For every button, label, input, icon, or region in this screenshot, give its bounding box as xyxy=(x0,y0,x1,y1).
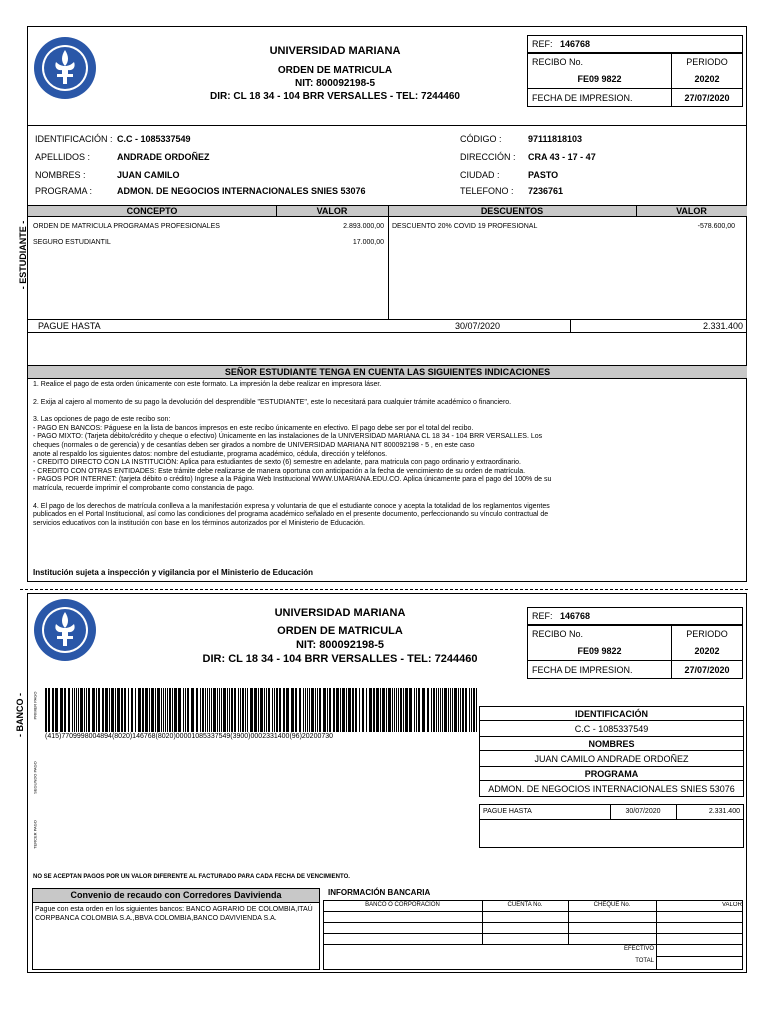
primer-pago-label: PRIMER PAGO xyxy=(32,691,38,720)
info-header-banco: BANCO O CORPORACION xyxy=(365,902,440,908)
pague-hasta-date: 30/07/2020 xyxy=(455,321,501,331)
ref-value: 146768 xyxy=(560,610,591,621)
bank-pague-hasta-label: PAGUE HASTA xyxy=(483,808,532,815)
total-amount: 2.331.400 xyxy=(702,321,743,331)
ref-label: REF: xyxy=(532,610,553,621)
bank-nombres-header: NOMBRES xyxy=(480,737,744,751)
bank-id-value: C.C - 1085337549 xyxy=(480,721,744,737)
instruction-line: - PAGO MIXTO: (Tarjeta débito/crédito y cheque o efectivo) Únicamente en las instalaciones de la UNIVERSIDAD MARIANA CL 18 34 - 104 BRR VERSALLES. Los xyxy=(33,433,543,441)
university-logo xyxy=(33,36,97,100)
receipt-box-bank xyxy=(527,607,743,679)
bank-pague-hasta-date: 30/07/2020 xyxy=(625,808,661,815)
document-title-bank: ORDEN DE MATRICULA xyxy=(277,625,403,637)
id-value: C.C - 1085337549 xyxy=(117,134,191,144)
convenio-title: Convenio de recaudo con Corredores Davivienda xyxy=(70,890,282,900)
info-header-valor: VALOR xyxy=(722,902,742,908)
barcode-text: (415)7709998004894(8020)146768(8020)00001085337549(3900)0002331400(96)20200730 xyxy=(45,733,334,740)
pague-hasta-label: PAGUE HASTA xyxy=(38,321,101,331)
bank-id-box xyxy=(479,706,744,797)
periodo-value: 20202 xyxy=(671,71,742,89)
ref-value: 146768 xyxy=(560,38,591,49)
nit-bank: NIT: 800092198-5 xyxy=(295,639,385,651)
valor-discount-header: VALOR xyxy=(676,206,707,216)
concepto-header: CONCEPTO xyxy=(126,206,178,216)
ref-label: REF: xyxy=(532,38,553,49)
nombres-value: JUAN CAMILO xyxy=(117,170,180,180)
bank-id-header: IDENTIFICACIÓN xyxy=(480,707,744,721)
direccion-label: DIRECCIÓN : xyxy=(460,152,516,162)
recibo-label: RECIBO No. xyxy=(528,625,672,643)
instructions-title: SEÑOR ESTUDIANTE TENGA EN CUENTA LAS SIGUIENTES INDICACIONES xyxy=(224,367,551,377)
instruction-line: servicios educativos con la institución con base en los términos autorizados por el Ministerio de Educación. xyxy=(33,519,365,527)
university-logo-bank xyxy=(33,598,97,662)
instruction-line: - CREDITO CON OTRAS ENTIDADES: Este trámite debe realizarse de manera oportuna con anticipación a la fecha de vencimiento de su orden de matrícula. xyxy=(33,467,526,475)
instruction-line: cheques (normales o de gerencia) y de cesantías deben ser girados a nombre de UNIVERSIDAD MARIANA NIT 800092198 - 5 , en este caso xyxy=(33,441,475,449)
bank-nombres-value: JUAN CAMILO ANDRADE ORDOÑEZ xyxy=(480,751,744,767)
discount-row-1: DESCUENTO 20% COVID 19 PROFESIONAL xyxy=(392,223,538,230)
payment-barcode xyxy=(45,688,477,732)
total-label: TOTAL xyxy=(635,958,654,964)
tercer-pago-label: TERCER PAGO xyxy=(32,820,38,849)
address: DIR: CL 18 34 - 104 BRR VERSALLES - TEL: 7244460 xyxy=(210,91,460,102)
codigo-label: CÓDIGO : xyxy=(460,134,502,144)
concept-value-2: 17.000,00 xyxy=(352,239,384,246)
fecha-label: FECHA DE IMPRESION. xyxy=(528,89,672,107)
instruction-line: 3. Las opciones de pago de este recibo son: xyxy=(33,416,171,424)
efectivo-label: EFECTIVO xyxy=(623,946,654,952)
recibo-label: RECIBO No. xyxy=(528,53,672,71)
segundo-pago-label: SEGUNDO PAGO xyxy=(32,761,38,794)
recibo-value: FE09 9822 xyxy=(528,71,672,89)
instruction-line: matrícula, recuerde imprimir el comprobante como constancia de pago. xyxy=(33,484,254,492)
valor-header: VALOR xyxy=(316,206,348,216)
codigo-value: 97111818103 xyxy=(528,134,583,144)
telefono-label: TELEFONO : xyxy=(460,186,514,196)
payment-warning: NO SE ACEPTAN PAGOS POR UN VALOR DIFERENTE AL FACTURADO PARA CADA FECHA DE VENCIMIENTO. xyxy=(33,874,350,880)
fecha-value: 27/07/2020 xyxy=(671,661,742,679)
periodo-value: 20202 xyxy=(671,643,742,661)
instruction-line: 4. El pago de los derechos de matrícula conlleva a la manifestación expresa y voluntaria de que el estudiante conoce y acepta la totalidad de los reglamentos vigentes xyxy=(33,502,550,510)
programa-value: ADMON. DE NEGOCIOS INTERNACIONALES SNIES 53076 xyxy=(117,186,366,196)
instruction-line: - PAGOS POR INTERNET: (tarjeta débito o crédito) Ingrese a la Página Web Institucional WWW.UMARIANA.EDU.CO. Aplica únicamente para el pago del 100% de su xyxy=(33,476,552,484)
apellidos-value: ANDRADE ORDOÑEZ xyxy=(117,152,210,162)
estudiante-side-label: - ESTUDIANTE - xyxy=(18,220,28,290)
telefono-value: 7236761 xyxy=(528,186,564,196)
instructions-body xyxy=(33,381,743,528)
address-bank: DIR: CL 18 34 - 104 BRR VERSALLES - TEL: 7244460 xyxy=(202,653,478,665)
programa-label: PROGRAMA : xyxy=(35,186,93,196)
concept-value-1: 2.893.000,00 xyxy=(343,223,384,230)
instruction-line: anote al respaldo los siguientes datos: nombre del estudiante, programa académico, cédula, dirección y teléfonos. xyxy=(33,450,388,458)
nombres-label: NOMBRES : xyxy=(35,170,86,180)
nit: NIT: 800092198-5 xyxy=(294,78,376,89)
cut-line xyxy=(20,589,748,590)
fleur-de-lis-seal-icon xyxy=(33,36,97,100)
instruction-line: - CREDITO DIRECTO CON LA INSTITUCIÓN: Aplica para estudiantes de sexto (6) semestre en adelante, para matricula con pago ordinario y extraordinario. xyxy=(33,459,522,467)
direccion-value: CRA 43 - 17 - 47 xyxy=(528,152,596,162)
periodo-label: PERIODO xyxy=(671,53,742,71)
instruction-line: - PAGO EN BANCOS: Páguese en la lista de bancos impresos en este recibo únicamente en efectivo. El pago debe ser por el total del recibo. xyxy=(33,424,474,432)
convenio-text: Pague con esta orden en los siguientes bancos: BANCO AGRARIO DE COLOMBIA,ITAÚ CORPBANCA COLOMBIA S.A.,BBVA COLOMBIA,BANCO DAVIVIENDA S.A. xyxy=(35,906,313,922)
divider xyxy=(27,125,747,126)
periodo-label: PERIODO xyxy=(671,625,742,643)
info-header-cheque: CHEQUE No. xyxy=(593,902,631,908)
inspection-note: Institución sujeta a inspección y vigilancia por el Ministerio de Educación xyxy=(33,568,314,577)
university-name: UNIVERSIDAD MARIANA xyxy=(269,45,401,57)
bank-total: 2.331.400 xyxy=(708,808,740,815)
recibo-value: FE09 9822 xyxy=(528,643,672,661)
instruction-line: 1. Realice el pago de esta orden únicamente con este formato. La impresión la debe realizar en impresora láser. xyxy=(33,381,382,388)
bank-programa-value: ADMON. DE NEGOCIOS INTERNACIONALES SNIES 53076 xyxy=(480,781,744,797)
discount-value-1: -578.600,00 xyxy=(697,223,735,230)
concept-row-2: SEGURO ESTUDIANTIL xyxy=(33,239,111,246)
info-header-cuenta: CUENTA No. xyxy=(507,902,543,908)
receipt-box xyxy=(527,35,743,107)
apellidos-label: APELLIDOS : xyxy=(35,152,91,162)
ciudad-label: CIUDAD : xyxy=(460,170,500,180)
fecha-label: FECHA DE IMPRESION. xyxy=(528,661,672,679)
descuentos-header: DESCUENTOS xyxy=(480,206,544,216)
info-bancaria-title: INFORMACIÓN BANCARIA xyxy=(328,888,431,897)
banco-side-label: - BANCO - xyxy=(15,693,25,737)
document-title: ORDEN DE MATRICULA xyxy=(277,65,393,76)
bank-programa-header: PROGRAMA xyxy=(480,767,744,781)
fecha-value: 27/07/2020 xyxy=(671,89,742,107)
instruction-line: publicados en el Portal Institucional, así como las condiciones del programa académico señalado en el presente documento, perfeccionando su vínculo contractual de xyxy=(33,511,549,519)
id-label: IDENTIFICACIÓN : xyxy=(35,134,113,144)
university-name-bank: UNIVERSIDAD MARIANA xyxy=(274,607,406,619)
ciudad-value: PASTO xyxy=(528,170,559,180)
fleur-de-lis-seal-icon xyxy=(33,598,97,662)
instruction-line: 2. Exija al cajero al momento de su pago la devolución del desprendible "ESTUDIANTE", este lo necesitará para cualquier trámite académico o financiero. xyxy=(33,398,512,406)
concept-row-1: ORDEN DE MATRICULA PROGRAMAS PROFESIONALES xyxy=(33,223,220,230)
